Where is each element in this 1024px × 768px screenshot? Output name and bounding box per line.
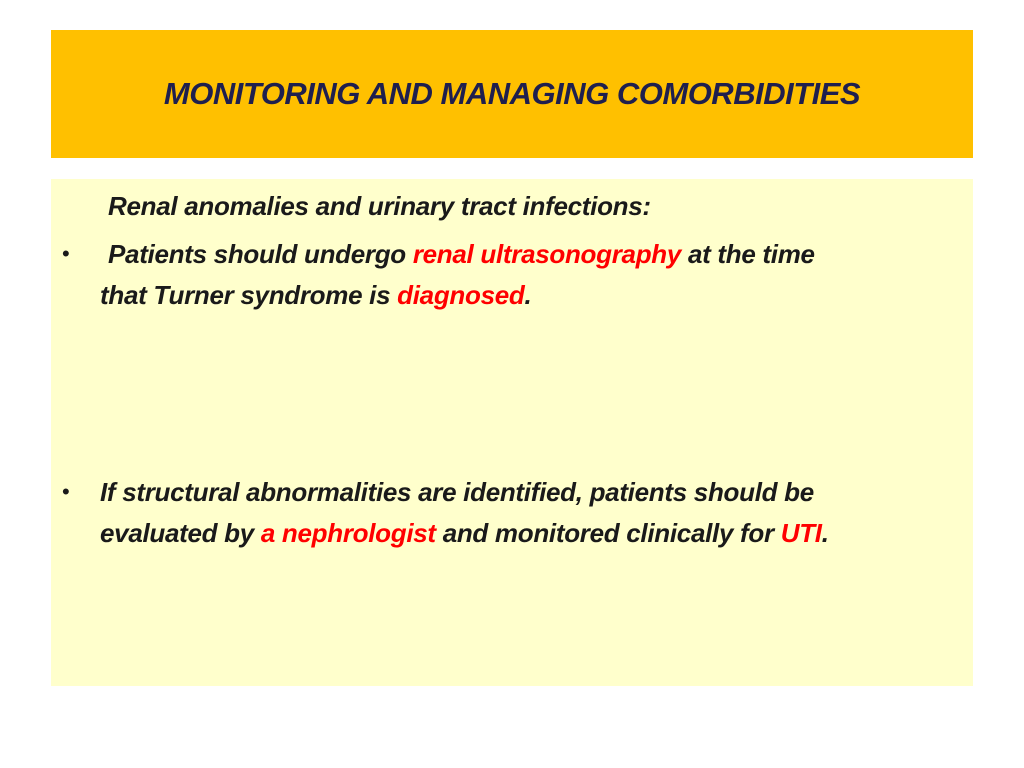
bullet-2-text-a: evaluated by xyxy=(100,518,261,548)
highlight-uti: UTI xyxy=(780,518,822,548)
bullet-1-text-a: Patients should undergo xyxy=(108,239,413,269)
bullet-1-text-b: at the time xyxy=(681,239,815,269)
bullet-2-line-2 xyxy=(100,518,829,548)
bullet-2-line-1: If structural abnormalities are identified, patients should be xyxy=(100,477,814,507)
content-box xyxy=(51,179,973,686)
bullet-1-line-2 xyxy=(100,280,531,310)
highlight-renal-ultrasonography: renal ultrasonography xyxy=(412,239,682,269)
highlight-nephrologist: a nephrologist xyxy=(260,518,436,548)
subheading: Renal anomalies and urinary tract infections: xyxy=(108,191,651,221)
bullet-2-text-b: and monitored clinically for xyxy=(435,518,781,548)
bullet-1-period: . xyxy=(524,280,532,310)
highlight-diagnosed: diagnosed xyxy=(397,280,525,310)
slide-title: MONITORING AND MANAGING COMORBIDITIES xyxy=(163,76,861,111)
bullet-1-line-1 xyxy=(108,239,815,269)
bullet-1-glyph: • xyxy=(62,241,70,266)
bullet-1-text-c: that Turner syndrome is xyxy=(100,280,398,310)
bullet-2-period: . xyxy=(821,518,829,548)
bullet-2-glyph: • xyxy=(62,479,70,504)
title-bar xyxy=(51,30,973,158)
